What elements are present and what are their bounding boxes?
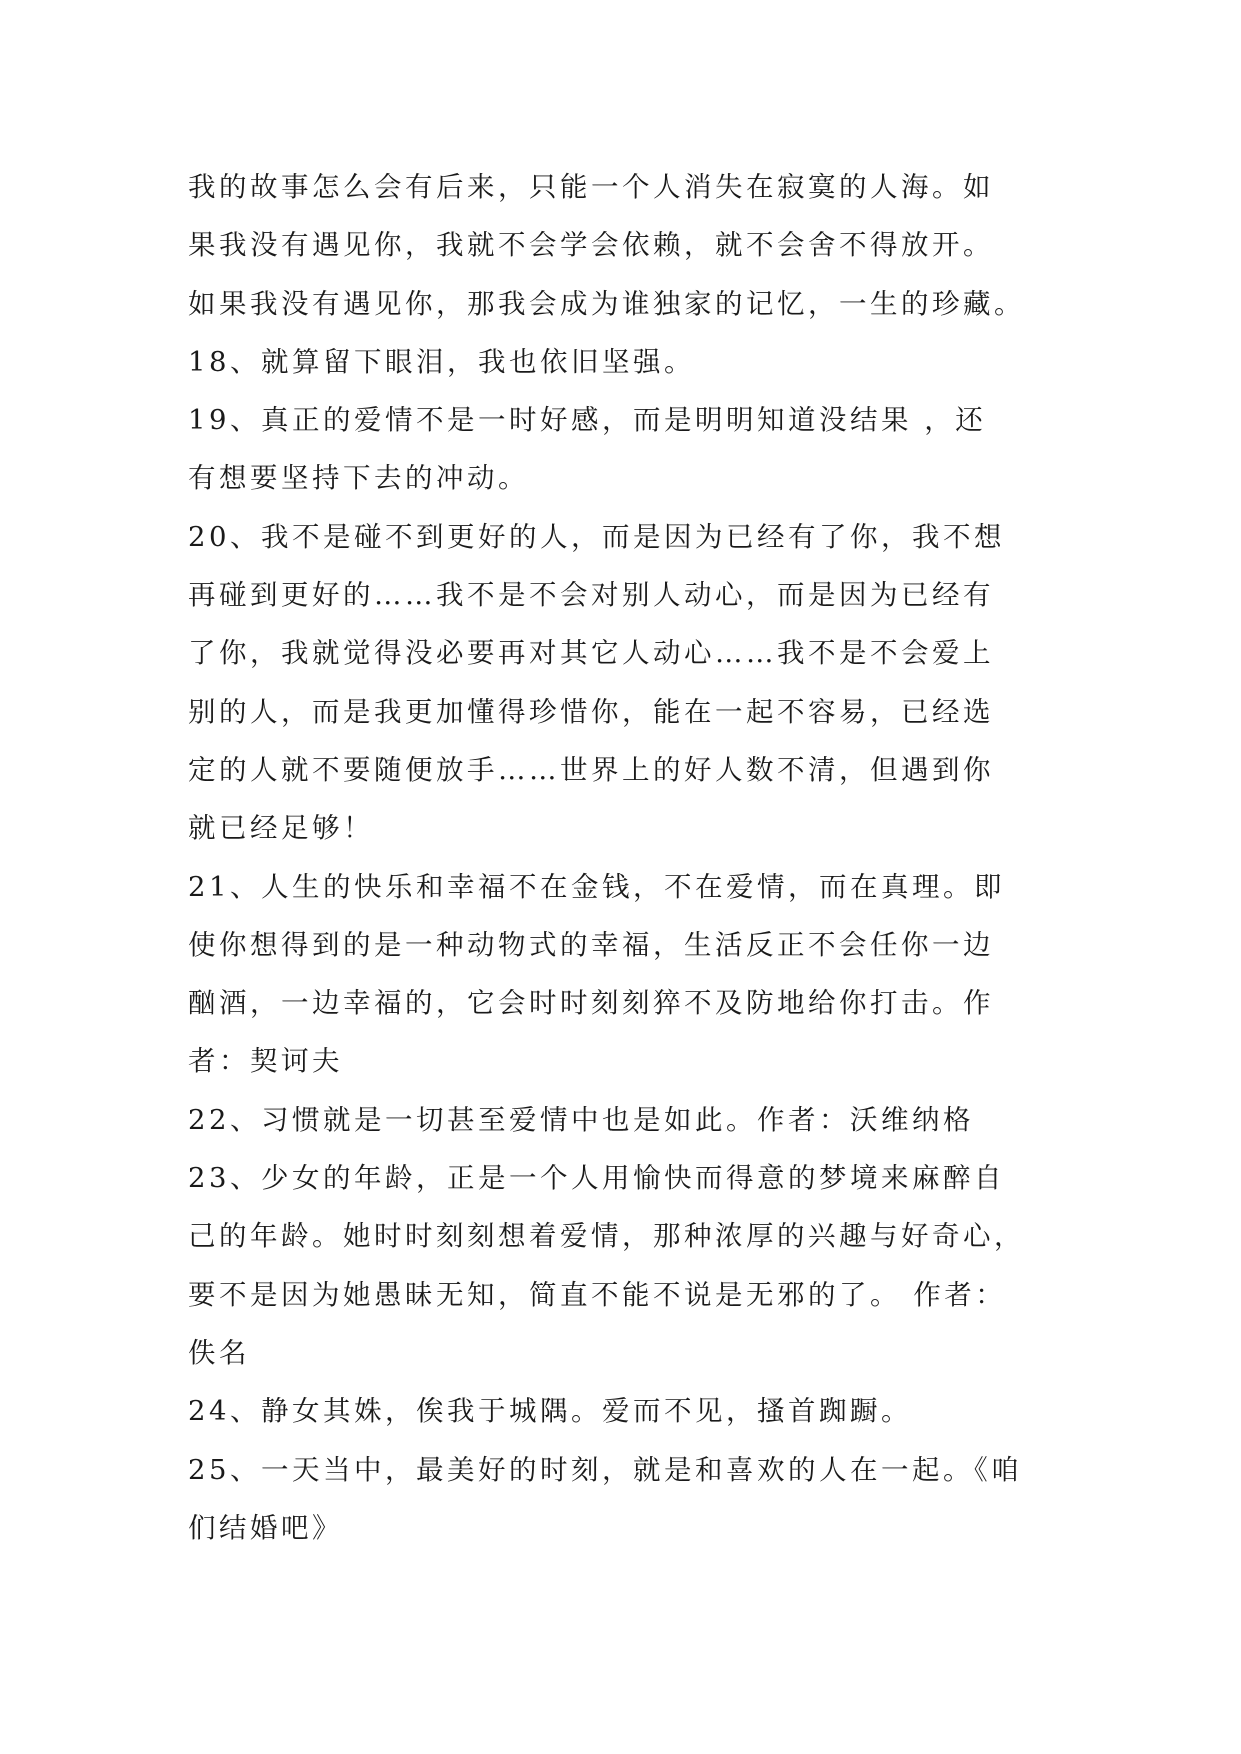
text-line: 19、真正的爱情不是一时好感，而是明明知道没结果 ，还 <box>188 404 987 437</box>
text-line: 己的年龄。她时时刻刻想着爱情，那种浓厚的兴趣与好奇心， <box>188 1220 1025 1253</box>
text-line: 20、我不是碰不到更好的人，而是因为已经有了你，我不想 <box>188 520 1005 553</box>
text-line: 要不是因为她愚昧无知，简直不能不说是无邪的了。 作者： <box>188 1278 1007 1311</box>
body-text <box>188 158 1088 1557</box>
text-line: 定的人就不要随便放手……世界上的好人数不清，但遇到你 <box>188 753 994 786</box>
text-line: 我的故事怎么会有后来，只能一个人消失在寂寞的人海。如 <box>188 171 994 203</box>
text-line: 就已经足够！ <box>188 812 374 845</box>
text-line: 有想要坚持下去的冲动。 <box>188 462 529 495</box>
text-line: 使你想得到的是一种动物式的幸福，生活反正不会任你一边 <box>188 928 994 961</box>
text-line: 23、少女的年龄，正是一个人用愉快而得意的梦境来麻醉自 <box>188 1162 1005 1195</box>
text-line: 25、一天当中，最美好的时刻，就是和喜欢的人在一起。《咱 <box>188 1453 1023 1486</box>
text-line: 佚名 <box>188 1336 250 1369</box>
text-line: 22、习惯就是一切甚至爱情中也是如此。作者：沃维纳格 <box>188 1103 974 1136</box>
text-line: 如果我没有遇见你，那我会成为谁独家的记忆，一生的珍藏。 <box>188 287 1025 320</box>
text-line: 们结婚吧》 <box>188 1511 343 1544</box>
text-line: 别的人，而是我更加懂得珍惜你，能在一起不容易，已经选 <box>188 695 994 728</box>
text-line: 酗酒，一边幸福的，它会时时刻刻猝不及防地给你打击。作 <box>188 987 994 1020</box>
text-line: 21、人生的快乐和幸福不在金钱，不在爱情，而在真理。即 <box>188 870 1005 903</box>
text-line: 果我没有遇见你，我就不会学会依赖，就不会舍不得放开。 <box>188 229 994 262</box>
text-line: 了你，我就觉得没必要再对其它人动心……我不是不会爱上 <box>188 637 994 670</box>
text-line: 者：契诃夫 <box>188 1045 343 1078</box>
text-line: 18、就算留下眼泪，我也依旧坚强。 <box>188 345 695 378</box>
text-line: 再碰到更好的……我不是不会对别人动心，而是因为已经有 <box>188 579 994 612</box>
text-line: 24、静女其姝，俟我于城隅。爱而不见，搔首踟蹰。 <box>188 1395 912 1428</box>
